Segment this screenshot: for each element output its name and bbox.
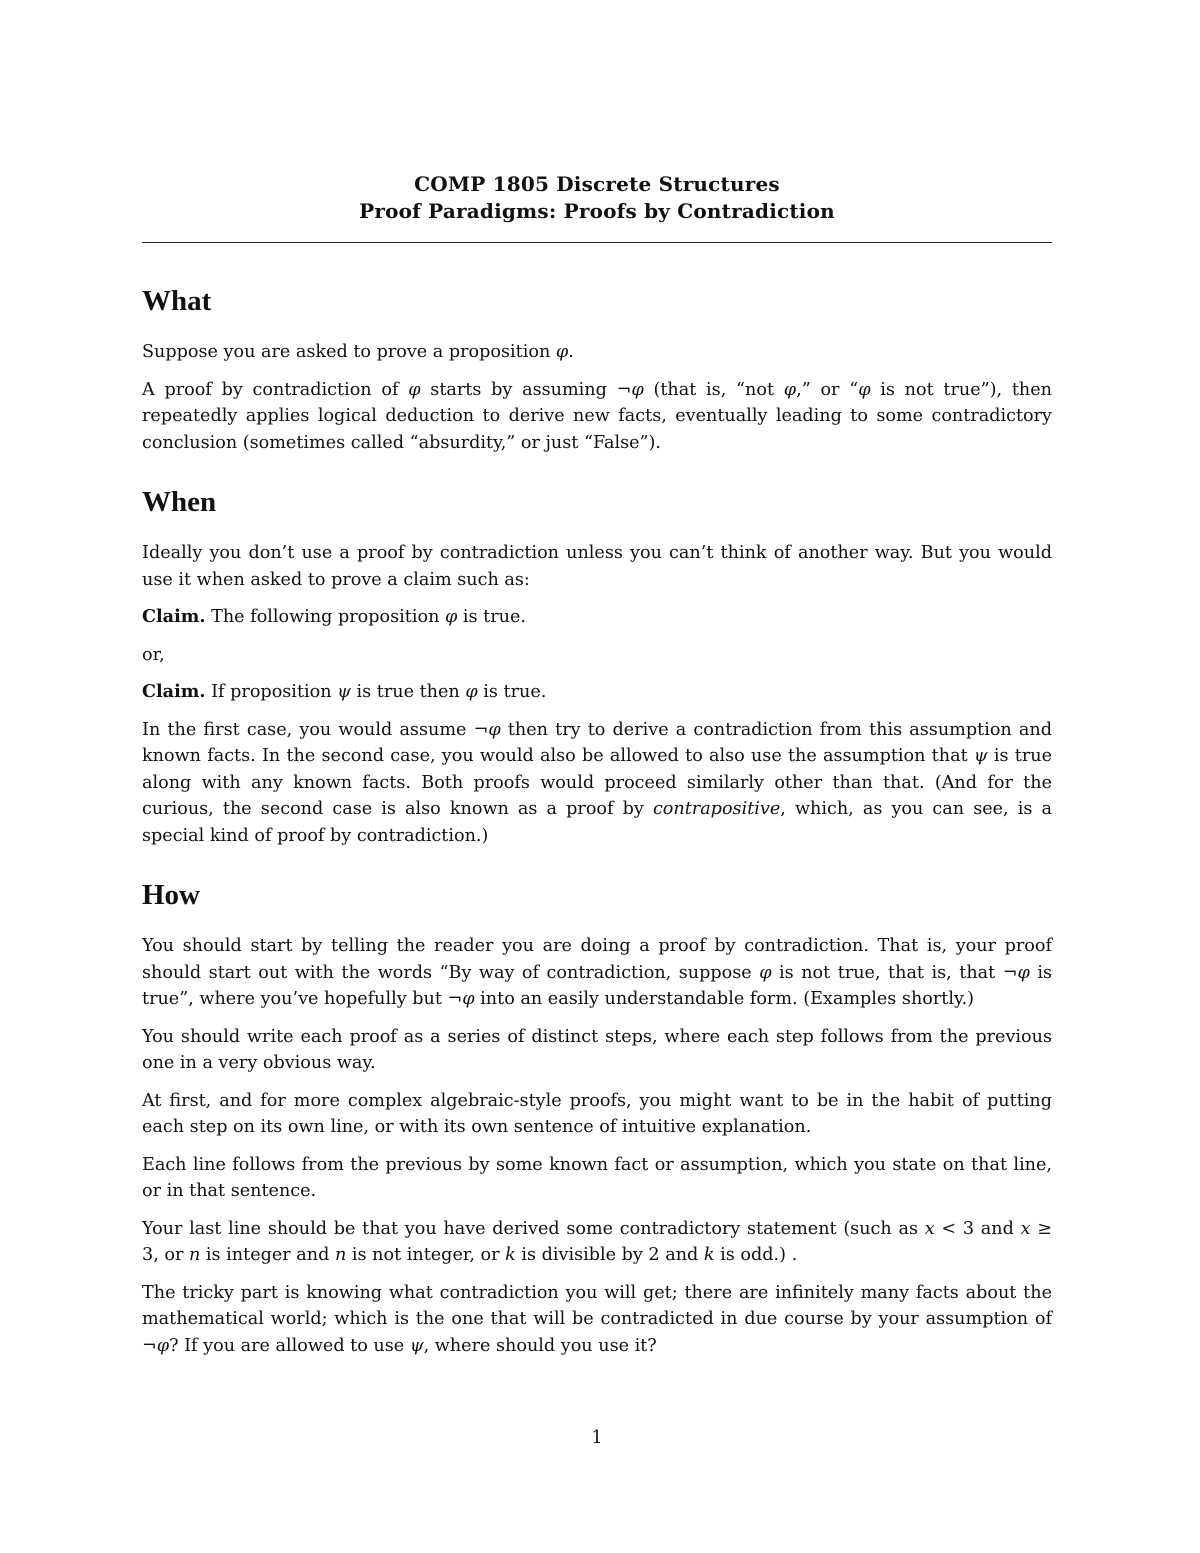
paragraph: Your last line should be that you have derived some contradictory statement (such as x < 3 and x ≥ 3, or n is integer and n is not integer, or k is divisible by 2 and k is odd.) . (142, 1218, 1053, 1265)
emphasis-contrapositive: contrapositive (652, 799, 781, 819)
claim-statement: Claim. The following proposition φ is true. (142, 606, 526, 627)
claim-statement: Claim. If proposition ψ is true then φ is true. (142, 681, 547, 702)
claim-label: Claim. (142, 606, 206, 627)
paragraph: You should start by telling the reader you are doing a proof by contradiction. That is, your proof should start out with the words “By way of contradiction, suppose φ is not true, that is, that ¬φ is true”, where you’ve hopefully but ¬φ into an easily understandable form. (Examples shortly.) (142, 936, 1052, 1009)
header-divider (142, 242, 1052, 243)
document-header (142, 171, 1052, 225)
topic-title: Proof Paradigms: Proofs by Contradiction (359, 199, 835, 223)
paragraph: You should write each proof as a series of distinct steps, where each step follows from the previous one in a very obvious way. (142, 1026, 1052, 1073)
paragraph: The tricky part is knowing what contradiction you will get; there are infinitely many facts about the mathematical world; which is the one that will be contradicted in due course by your assumption of ¬φ? If you are allowed to use ψ, where should you use it? (142, 1282, 1052, 1356)
course-title: COMP 1805 Discrete Structures (414, 172, 780, 196)
paragraph: Suppose you are asked to prove a proposition φ. (142, 342, 574, 362)
paragraph: A proof by contradiction of φ starts by assuming ¬φ (that is, “not φ,” or “φ is not true”), then repeatedly applies logical deduction to derive new facts, eventually leading to some contradictory conclusion (sometimes called “absurdity,” or just “False”). (142, 379, 1052, 453)
paragraph: Each line follows from the previous by some known fact or assumption, which you state on that line, or in that sentence. (142, 1154, 1052, 1201)
paragraph: or, (142, 644, 165, 665)
paragraph: Ideally you don’t use a proof by contradiction unless you can’t think of another way. But you would use it when asked to prove a claim such as: (142, 543, 1052, 590)
section-heading-how: How (142, 879, 200, 911)
section-how (142, 877, 1052, 1359)
paragraph: At first, and for more complex algebraic-style proofs, you might want to be in the habit of putting each step on its own line, or with its own sentence of intuitive explanation. (142, 1090, 1052, 1137)
paragraph: In the first case, you would assume ¬φ then try to derive a contradiction from this assumption and known facts. In the second case, you would also be allowed to also use the assumption that ψ is true along with any known facts. Both proofs would proceed similarly other than that. (And for the curious, the second case is also known as a proof by contrapositive, which, as you can see, is a special kind of proof by contradiction.) (142, 719, 1053, 846)
page-number: 1 (591, 1428, 603, 1448)
claim-label: Claim. (142, 681, 206, 702)
document-body (142, 283, 1052, 1387)
section-heading-what: What (142, 285, 212, 317)
section-when (142, 484, 1052, 849)
section-what (142, 283, 1052, 456)
section-heading-when: When (142, 486, 217, 518)
